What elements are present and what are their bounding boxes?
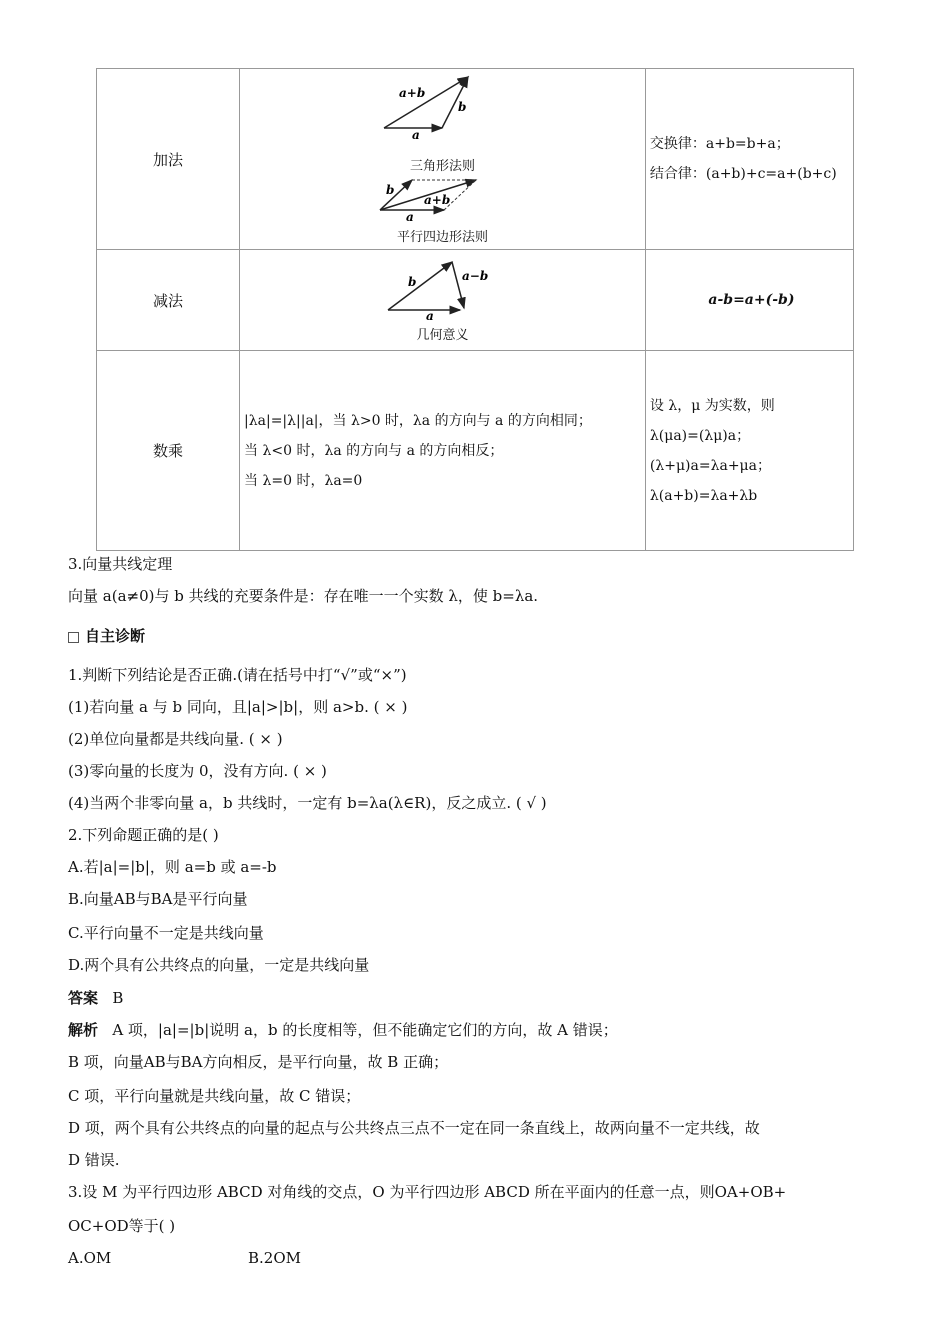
answer-label: 答案 (68, 989, 99, 1007)
q2-analysis-5: D 错误. (68, 1151, 120, 1169)
q2-analysis-1 (68, 1019, 618, 1040)
row-name-subtraction: 减法 (97, 250, 240, 351)
q3-option-b: B.2OM (248, 1249, 301, 1267)
section-heading (68, 625, 145, 646)
associative-law: 结合律：(a+b)+c=a+(b+c) (649, 166, 837, 182)
label-b: b (408, 274, 417, 289)
q1-item-4: (4)当两个非零向量 a，b 共线时，一定有 b=λa(λ∈R)，反之成立. ( √ ) (68, 794, 547, 812)
addition-figure (240, 69, 646, 250)
q2-analysis-2: B 项，向量AB与BA方向相反，是平行向量，故 B 正确； (68, 1053, 449, 1071)
analysis-text: A 项，|a|=|b|说明 a，b 的长度相等，但不能确定它们的方向，故 A 错误； (112, 1021, 618, 1039)
addition-laws (645, 69, 853, 250)
subtraction-diagram (382, 258, 502, 320)
q2-analysis-3: C 项，平行向量就是共线向量，故 C 错误； (68, 1087, 361, 1105)
q1-item-2: (2)单位向量都是共线向量. ( × ) (68, 730, 283, 748)
subtraction-law: a-b=a+(-b) (645, 250, 853, 351)
label-b: b (458, 100, 467, 114)
scalar-law-2: (λ+μ)a=λa+μa； (649, 457, 771, 474)
q2-option-c: C.平行向量不一定是共线向量 (68, 924, 264, 942)
vector-b-arrow (388, 262, 452, 310)
caption-triangle-rule: 三角形法则 (409, 159, 475, 174)
theorem-text: 向量 a(a≠0)与 b 共线的充要条件是：存在唯一一个实数 λ，使 b=λa. (68, 587, 539, 605)
row-name-addition: 加法 (97, 69, 240, 250)
theorem-title: 3.向量共线定理 (68, 555, 173, 573)
label-b: b (386, 183, 395, 197)
scalar-law-3: λ(a+b)=λa+λb (649, 487, 758, 504)
row-name-scalar-multiplication: 数乘 (97, 351, 240, 551)
section-box-icon (68, 632, 79, 643)
scalar-laws (645, 351, 853, 551)
label-a-minus-b: a−b (462, 268, 489, 283)
q2-answer (68, 987, 123, 1008)
q2-option-b: B.向量AB与BA是平行向量 (68, 890, 248, 908)
q2-stem: 2.下列命题正确的是( ) (68, 826, 219, 844)
label-a-plus-b: a+b (399, 86, 426, 100)
q2-option-a: A.若|a|=|b|，则 a=b 或 a=-b (68, 858, 277, 876)
subtraction-figure (240, 250, 646, 351)
scalar-law-1: λ(μa)=(λμ)a； (649, 427, 751, 444)
scalar-rule-1: |λa|=|λ||a|，当 λ>0 时，λa 的方向与 a 的方向相同； (244, 412, 592, 429)
caption-geometric-meaning: 几何意义 (416, 327, 469, 343)
analysis-label: 解析 (68, 1021, 99, 1039)
q1-stem: 1.判断下列结论是否正确.(请在括号中打“√”或“×”) (68, 666, 407, 684)
vector-operations-table (96, 68, 854, 551)
scalar-rule-2: 当 λ<0 时，λa 的方向与 a 的方向相反； (244, 442, 504, 459)
q1-item-3: (3)零向量的长度为 0，没有方向. ( × ) (68, 762, 327, 780)
scalar-rule-3: 当 λ=0 时，λa=0 (244, 472, 363, 489)
parallelogram-rule-diagram (372, 174, 512, 222)
triangle-rule-diagram (372, 73, 512, 151)
scalar-rules (240, 351, 646, 551)
q2-analysis-4: D 项，两个具有公共终点的向量的起点与公共终点三点不一定在同一条直线上，故两向量不一定共线，故 (68, 1119, 760, 1137)
q3-stem-line2: OC+OD等于( ) (68, 1217, 176, 1235)
caption-parallelogram-rule: 平行四边形法则 (396, 230, 488, 245)
q3-option-a: A.OM (68, 1249, 112, 1267)
label-a: a (412, 128, 421, 142)
q3-stem-line1: 3.设 M 为平行四边形 ABCD 对角线的交点，O 为平行四边形 ABCD 所在平面内的任意一点，则OA+OB+ (68, 1183, 787, 1201)
label-a: a (406, 210, 415, 222)
q1-item-1: (1)若向量 a 与 b 同向，且|a|>|b|，则 a>b. ( × ) (68, 698, 408, 716)
answer-value: B (112, 989, 124, 1007)
q2-option-d: D.两个具有公共终点的向量，一定是共线向量 (68, 956, 370, 974)
label-a: a (426, 308, 435, 320)
scalar-law-intro: 设 λ，μ 为实数，则 (649, 397, 775, 414)
commutative-law: 交换律：a+b=b+a； (649, 136, 790, 152)
section-title: 自主诊断 (85, 627, 146, 645)
label-a-plus-b: a+b (424, 193, 451, 207)
